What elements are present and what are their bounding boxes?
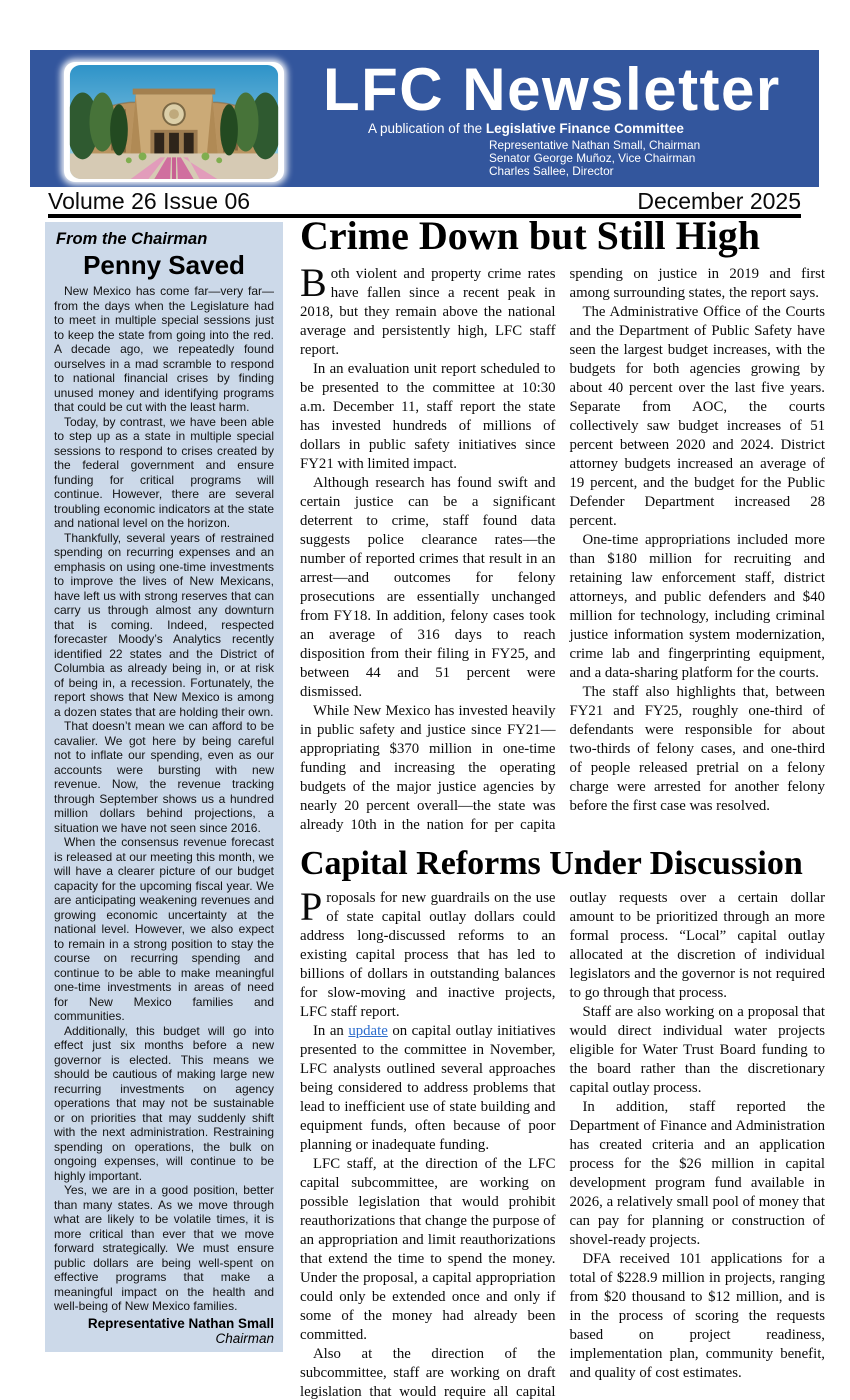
publication-prefix: A publication of the [368,121,486,136]
article-paragraph: In addition, staff reported the Department of Finance and Administration has created criteria and an application process for the $26 million in capital development program fund available in 2026, a relatively small pool of money that can pay for planning or construction of shovel-ready projects. [569,1099,825,1249]
chairman-sidebar [45,222,283,1352]
sidebar-paragraph: Today, by contrast, we have been able to step up as a state in multiple special sessions to respond to crises created by the federal government and ensure funding for critical programs will continue. However, there are several troubling economic indicators at the state and national level on the horizon. [54,414,274,530]
article-paragraph: Although research has found swift and certain justice can be a significant deterrent to crime, staff found data suggests police clearance rates—the number of reported crimes that result in an arrest—and outcomes for felony prosecutions are essentially unchanged from FY18. In addition, felony cases took an average of 316 days to reach disposition from their filing in FY25, and between 44 and 51 percent were dismissed. [300,474,556,700]
article-paragraph [300,1022,556,1155]
article-paragraph: In an evaluation unit report scheduled to be presented to the committee at 10:30 a.m. December 11, staff report the state has invested hundreds of millions of dollars in public safety initiatives since FY21 with limited impact. [300,360,556,472]
masthead-row [48,188,801,214]
officer-line-director: Charles Sallee, Director [489,164,614,179]
article-paragraph: DFA received 101 applications for a total of $228.9 million in projects, ranging from $20 thousand to $12 million, and is in the process of scoring the requests based on project readiness, implementation plan, community benefit, and quality of cost estimates. [569,1251,825,1382]
publication-org: Legislative Finance Committee [485,121,684,136]
article-paragraph: Proposals for new guardrails on the use of state capital outlay dollars could address long-discussed reforms to an existing capital process that has led to billions of dollars in outstanding balances for slow-moving and inactive projects, LFC staff report. [300,884,556,1021]
article-paragraph: LFC staff, at the direction of the LFC capital subcommittee, are working on possible legislation that would prohibit reauthorizations that change the purpose of an appropriation and limit reauthorizations that extend the time to spend the money. Under the proposal, a capital appropriation could only be extended once and only if some of the money had already been committed. [300,1156,556,1344]
sidebar-paragraph: Additionally, this budget will go into effect just six months before a new governor is elected. This means we should be cautious of making large new recurring investments on agency operations that may not be sustainable or on priorities that may suddenly shift with the next administration. Restraining spending on operations, the bulk on ongoing expenses, will continue to be highly important. [54,1023,274,1183]
article-paragraph: Also at the direction of the subcommittee, staff are working on draft legislation that would require all capital outlay requests over a certain dollar amount to be prioritized through an more formal process. “Local” capital outlay allocated at the discretion of individual legislators and the governor is not required to go through that process. [300,890,825,1400]
newsletter-title: LFC Newsletter [323,56,781,123]
article-paragraph: While New Mexico has invested heavily in public safety and justice since FY21—appropriating $370 million in one-time funding and increasing the operating budgets of the major justice agencies by nearly 20 percent overall—the state was already 10th in the nation for per capita spending on justice in 2019 and first among surrounding states, the report says. [300,265,825,833]
sidebar-paragraph: Thankfully, several years of restrained spending on recurring expenses and an emphasis on using one-time investments to improve the lives of New Mexicans, have left us with strong reserves that can carry us through almost any downturn that is coming. Indeed, respected forecaster Moody’s Analytics recently identified 22 states and the District of Columbia as already being in, or at risk of being in, a recession. Fortunately, the report shows that New Mexico is among a dozen states that are holding their own. [54,530,274,719]
sidebar-paragraph: New Mexico has come far—very far—from the days when the Legislature had to meet in multiple special sessions just to keep the state from going into the red. A decade ago, we repeatedly found ourselves in a mad scramble to respond to national financial crises by finding unused money and identifying programs that could be cut with the least harm. [54,284,274,414]
main-content [300,213,825,1400]
volume-label: Volume 26 Issue 06 [48,188,251,214]
issue-date: December 2025 [637,188,801,214]
article-paragraph: The staff also highlights that, between FY21 and FY25, roughly one-third of defendants were responsible for about two-thirds of felony cases, and one-third of people released pretrial on a felony charge were arrested for another felony before the first case was resolved. [569,683,825,814]
article-title-capital: Capital Reforms Under Discussion [300,844,803,882]
sidebar-paragraph: That doesn’t mean we can afford to be cavalier. We got here by being careful not to inflate our spending, even as our accounts were bursting with new revenue. Now, the revenue tracking through September shows us a hundred million dollars behind projections, a situation we have not seen since 2016. [54,719,274,835]
signature-title: Chairman [215,1330,274,1346]
paragraph-text: on capital outlay initiatives presented to the committee in November, LFC analysts outlined several approaches being considered to address problems that lead to inefficient use of state building and equipment funds, often because of poor planning or inadequate funding. [300,1023,556,1154]
capitol-building-logo [64,62,284,182]
officer-line-vice-chairman: Senator George Muñoz, Vice Chairman [489,151,696,166]
article-body-capital [300,884,825,1400]
sidebar-paragraph: When the consensus revenue forecast is released at our meeting this month, we will have a clearer picture of our budget capacity for the upcoming fiscal year. We are anticipating weakening revenues and growing economic uncertainty at the national level. However, we also expect to remain in a strong position to stay the course on recurring spending and continue to be able to make meaningful one-time investments in areas of need for New Mexico families and communities. [54,835,274,1023]
officer-line-chairman: Representative Nathan Small, Chairman [489,138,701,152]
capitol-illustration [67,65,281,179]
article-paragraph: The Administrative Office of the Courts and the Department of Public Safety have seen the largest budget increases, with the budgets for both agencies growing by about 40 percent over the last five years. Separate from AOC, the courts collectively saw budget increases of 51 percent between 2020 and 2024. District attorney budgets increased an average of 19 percent, and the budget for the Public Defender Department increased 28 percent. [569,303,825,529]
officers-list [489,139,700,179]
article-paragraph: Both violent and property crime rates have fallen since a recent peak in 2018, but they remain above the national average and persistently high, LFC staff report. [300,259,556,358]
update-link[interactable]: update [348,1023,388,1040]
sidebar-paragraph: Yes, we are in a good position, better than many states. As we move through what are likely to be volatile times, it is more critical than ever that we move forward strategically. We must ensure public dollars are being well-spent on effective programs that make a meaningful impact on the health and well-being of New Mexico families. [54,1183,274,1313]
article-paragraph: One-time appropriations included more than $180 million for recruiting and retaining law enforcement staff, district attorneys, and public defenders and $40 million for technology, including criminal justice information system modernization, crime lab and fingerprinting equipment, and a data-sharing platform for the courts. [569,531,825,681]
paragraph-text: In an [313,1023,349,1040]
article-paragraph: Staff are also working on a proposal that would direct individual water projects eligible for Water Trust Board funding to the board rather than the discretionary capital outlay process. [569,1004,825,1097]
header-banner [30,50,819,187]
sidebar-kicker: From the Chairman [56,230,208,248]
article-title-crime: Crime Down but Still High [300,213,761,258]
publication-line [368,121,684,136]
article-body-crime [300,259,825,835]
sidebar-title: Penny Saved [83,250,245,280]
signature-name: Representative Nathan Small [87,1315,274,1331]
